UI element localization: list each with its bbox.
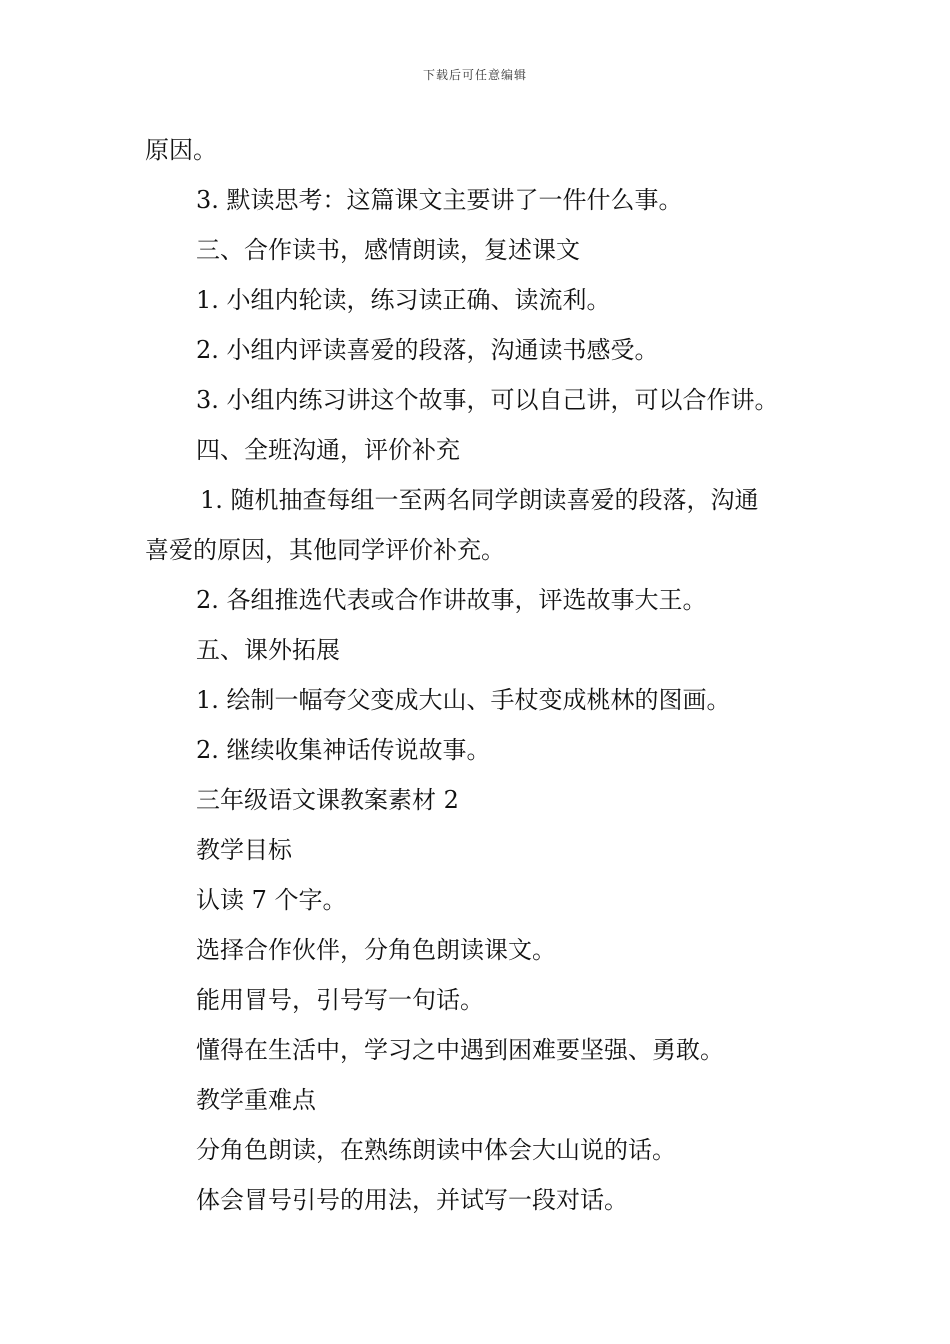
paragraph-line: 2. 继续收集神话传说故事。 xyxy=(196,736,491,764)
paragraph-line: 选择合作伙伴，分角色朗读课文。 xyxy=(196,936,556,964)
section-heading: 四、全班沟通，评价补充 xyxy=(196,436,460,464)
paragraph-line: 认读 7 个字。 xyxy=(196,886,347,914)
paragraph-line: 1. 小组内轮读，练习读正确、读流利。 xyxy=(196,286,611,314)
paragraph-line: 1. 绘制一幅夸父变成大山、手杖变成桃林的图画。 xyxy=(196,686,731,714)
section-heading: 教学重难点 xyxy=(196,1086,316,1114)
paragraph-line: 体会冒号引号的用法，并试写一段对话。 xyxy=(196,1186,628,1214)
page-header: 下载后可任意编辑 xyxy=(422,68,527,82)
paragraph-line: 懂得在生活中，学习之中遇到困难要坚强、勇敢。 xyxy=(196,1036,724,1064)
paragraph-line: 3. 小组内练习讲这个故事，可以自己讲，可以合作讲。 xyxy=(196,386,779,414)
paragraph-line: 分角色朗读，在熟练朗读中体会大山说的话。 xyxy=(196,1136,676,1164)
paragraph-line: 3. 默读思考：这篇课文主要讲了一件什么事。 xyxy=(196,186,683,214)
paragraph-line: 喜爱的原因，其他同学评价补充。 xyxy=(145,536,505,564)
paragraph-line: 2. 小组内评读喜爱的段落，沟通读书感受。 xyxy=(196,336,659,364)
paragraph-line: 原因。 xyxy=(145,136,217,164)
paragraph-line: 能用冒号，引号写一句话。 xyxy=(196,986,484,1014)
document-body xyxy=(145,125,815,1225)
section-heading: 三、合作读书，感情朗读，复述课文 xyxy=(196,236,580,264)
paragraph-line: 2. 各组推选代表或合作讲故事，评选故事大王。 xyxy=(196,586,707,614)
document-title: 三年级语文课教案素材 2 xyxy=(196,786,459,814)
paragraph-line: 1. 随机抽查每组一至两名同学朗读喜爱的段落，沟通 xyxy=(200,486,759,514)
section-heading: 教学目标 xyxy=(196,836,292,864)
section-heading: 五、课外拓展 xyxy=(196,636,340,664)
